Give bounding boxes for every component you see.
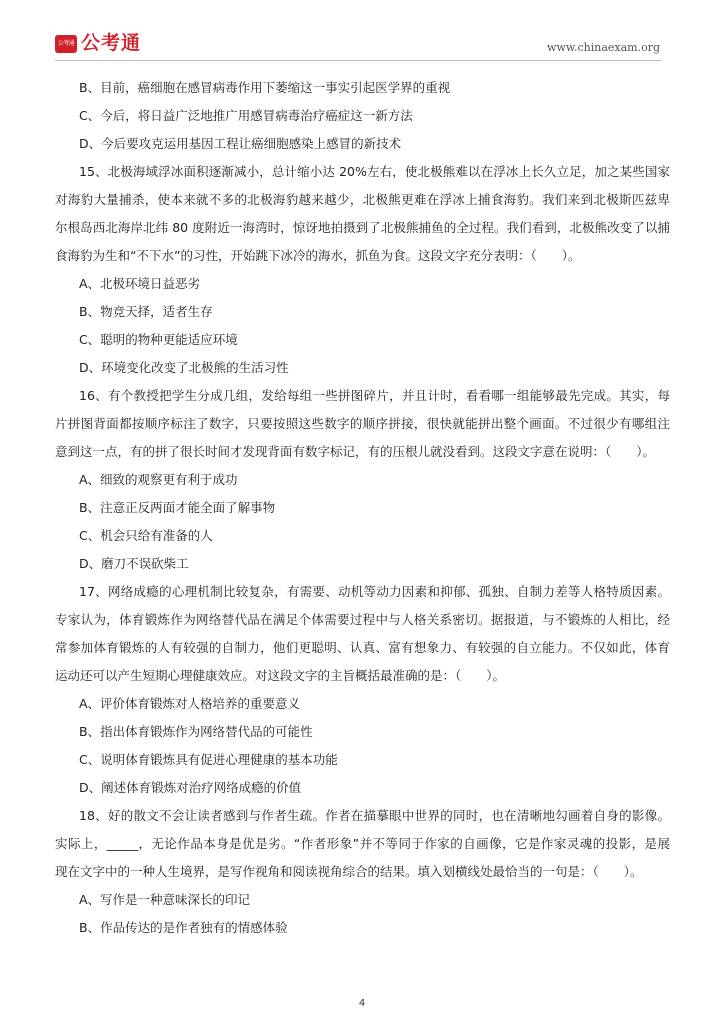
question-line: 运动还可以产生短期心理健康效应。对这段文字的主旨概括最准确的是：（ ）。 bbox=[55, 668, 506, 683]
option-line: D、环境变化改变了北极熊的生活习性 bbox=[79, 360, 289, 375]
question-line: 17、网络成瘾的心理机制比较复杂，有需要、动机等动力因素和抑郁、孤独、自制力差等人格特质因素。 bbox=[79, 584, 670, 599]
option-line: C、聪明的物种更能适应环境 bbox=[79, 332, 238, 347]
question-line: 常参加体育锻炼的人有较强的自制力，他们更聪明、认真、富有想象力、有较强的自立能力。不仅如此，体育 bbox=[55, 640, 670, 655]
option-line: D、磨刀不误砍柴工 bbox=[79, 556, 189, 571]
question-line: 意到这一点，有的拼了很长时间才发现背面有数字标记，有的压根儿就没看到。这段文字意在说明：（ ）。 bbox=[55, 444, 656, 459]
question-line: 16、有个教授把学生分成几组，发给每组一些拼图碎片，并且计时，看看哪一组能够最先完成。其实，每 bbox=[79, 388, 670, 403]
option-line: B、指出体育锻炼作为网络替代品的可能性 bbox=[79, 724, 313, 739]
question-line: 专家认为，体育锻炼作为网络替代品在满足个体需要过程中与人格关系密切。据报道，与不锻炼的人相比，经 bbox=[55, 612, 670, 627]
question-line: 食海豹为生和“不下水”的习性，开始跳下冰冷的海水，抓鱼为食。这段文字充分表明：（ ）。 bbox=[55, 248, 581, 263]
question-line: 15、北极海域浮冰面积逐渐减小，总计缩小达 20%左右，使北极熊难以在浮冰上长久立足，加之某些国家 bbox=[79, 164, 670, 179]
question-line: 现在文字中的一种人生境界，是写作视角和阅读视角综合的结果。填入划横线处最恰当的一句是：（ ）。 bbox=[55, 864, 643, 879]
option-line: B、注意正反两面才能全面了解事物 bbox=[79, 500, 276, 515]
question-line: 片拼图背面都按顺序标注了数字，只要按照这些数字的顺序拼接，很快就能拼出整个画面。不过很少有哪组注 bbox=[55, 416, 670, 431]
option-line: C、说明体育锻炼具有促进心理健康的基本功能 bbox=[79, 752, 338, 767]
page-header bbox=[0, 0, 724, 62]
question-line: 对海豹大量捕杀，使本来就不多的北极海豹越来越少，北极熊更难在浮冰上捕食海豹。我们来到北极斯匹兹卑 bbox=[55, 192, 670, 207]
option-line: A、评价体育锻炼对人格培养的重要意义 bbox=[79, 696, 301, 711]
option-line: D、阐述体育锻炼对治疗网络成瘾的价值 bbox=[79, 780, 302, 795]
option-line: B、作品传达的是作者独有的情感体验 bbox=[79, 920, 288, 935]
option-line: A、细致的观察更有利于成功 bbox=[79, 472, 238, 487]
site-url: www.chinaexam.org bbox=[547, 41, 660, 54]
option-line: C、今后，将日益广泛地推广用感冒病毒治疗癌症这一新方法 bbox=[79, 108, 413, 123]
question-line: 18、好的散文不会让读者感到与作者生疏。作者在描摹眼中世界的同时，也在清晰地勾画着自身的影像。 bbox=[79, 808, 670, 823]
header-divider bbox=[55, 60, 661, 61]
question-line: 尔根岛西北海岸北纬 80 度附近一海湾时，惊讶地拍摄到了北极熊捕鱼的全过程。我们看到，北极熊改变了以捕 bbox=[55, 220, 670, 235]
option-line: B、目前，癌细胞在感冒病毒作用下萎缩这一事实引起医学界的重视 bbox=[79, 80, 451, 95]
option-line: C、机会只给有准备的人 bbox=[79, 528, 213, 543]
option-line: D、今后要攻克运用基因工程让癌细胞感染上感冒的新技术 bbox=[79, 136, 402, 151]
document-body bbox=[55, 74, 670, 942]
option-line: A、写作是一种意味深长的印记 bbox=[79, 892, 251, 907]
page-number: 4 bbox=[358, 998, 366, 1009]
logo-text: 公考通 bbox=[81, 32, 142, 54]
option-line: A、北极环境日益恶劣 bbox=[79, 276, 201, 291]
option-line: B、物竞天择，适者生存 bbox=[79, 304, 213, 319]
question-line: 实际上，_____，无论作品本身是优是劣。“作者形象”并不等同于作家的自画像，它是作家灵魂的投影，是展 bbox=[55, 836, 670, 851]
logo-badge: 公考通 bbox=[55, 35, 77, 53]
